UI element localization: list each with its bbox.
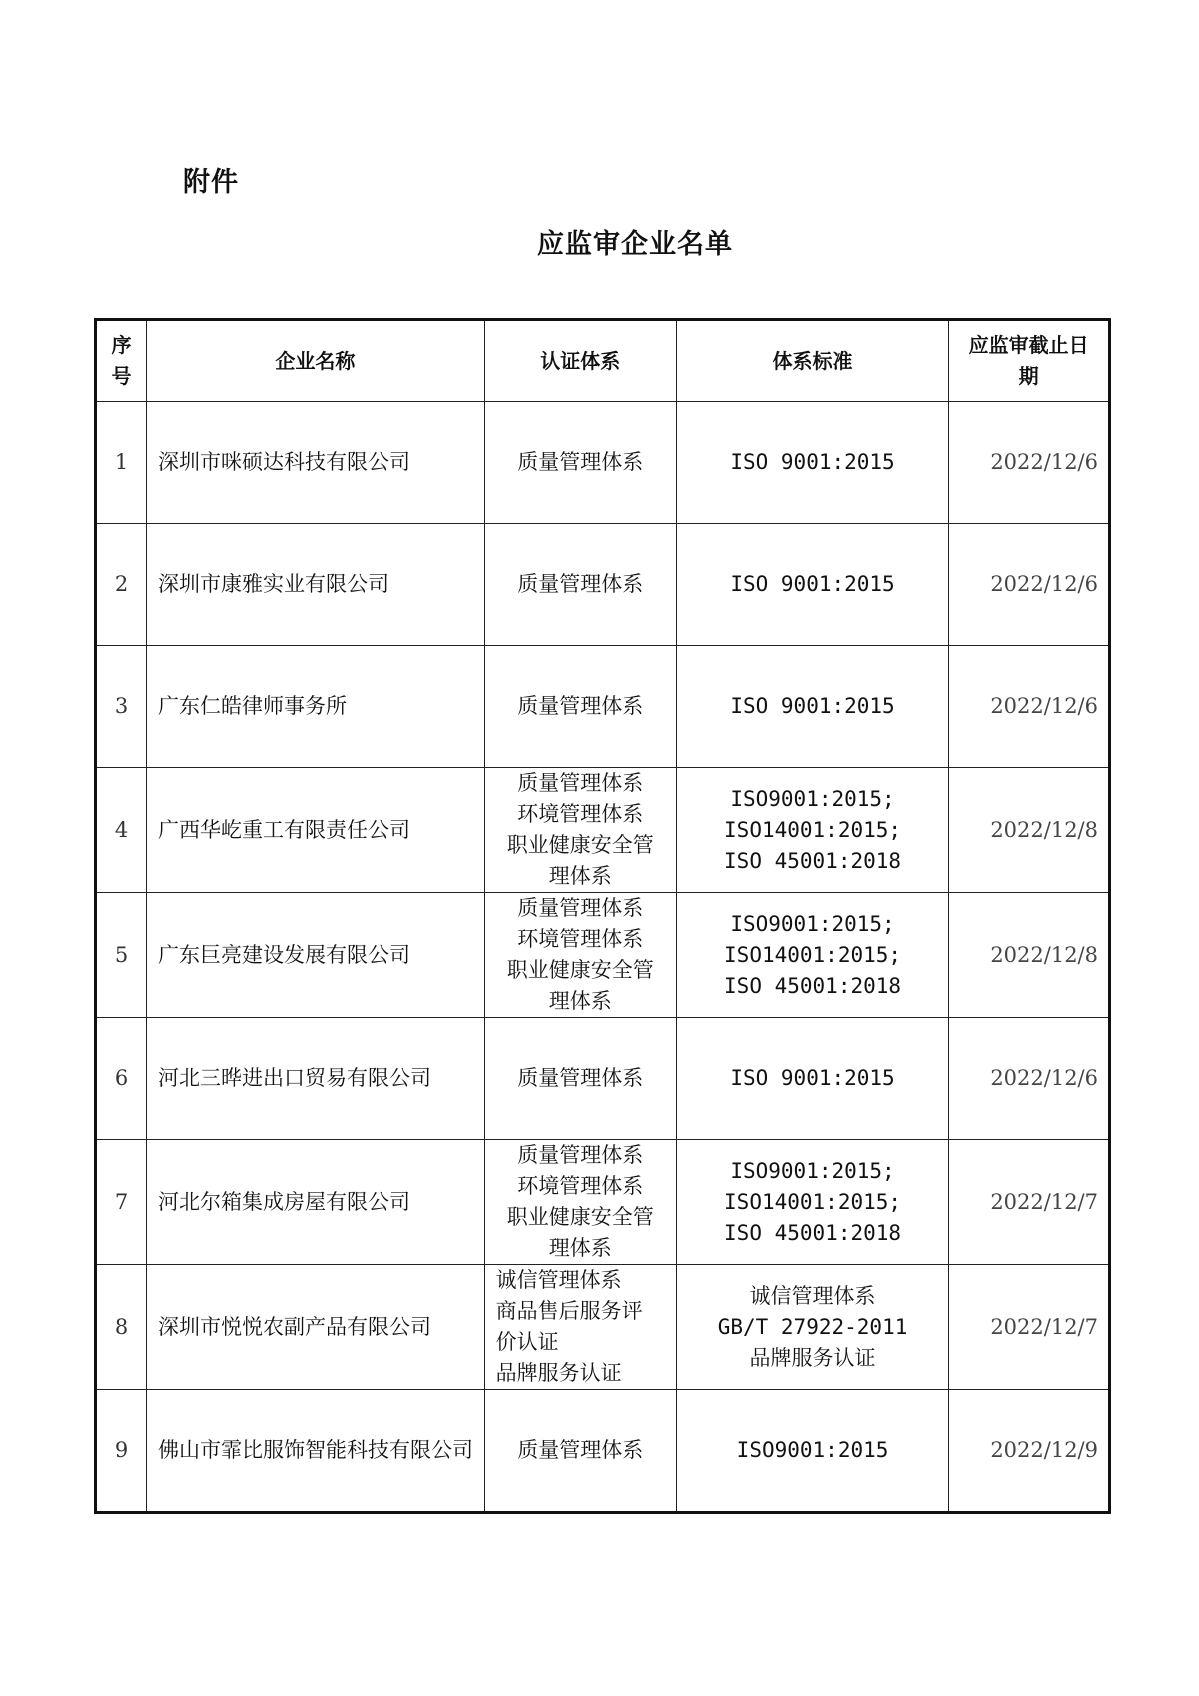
table-row <box>96 1390 1110 1513</box>
system-standard-line: ISO 45001:2018 <box>724 973 902 998</box>
certification-system <box>484 646 676 768</box>
table-row <box>96 893 1110 1018</box>
system-standard-line: 诚信管理体系 <box>749 1283 876 1308</box>
company-name: 深圳市咪硕达科技有限公司 <box>147 402 485 524</box>
certification-system-line: 环境管理体系 <box>517 927 644 951</box>
certification-system <box>484 402 676 524</box>
company-name: 深圳市康雅实业有限公司 <box>147 524 485 646</box>
company-name: 河北三晔进出口贸易有限公司 <box>147 1018 485 1140</box>
row-seq: 5 <box>96 893 147 1018</box>
row-seq: 8 <box>96 1265 147 1390</box>
page-title: 应监审企业名单 <box>537 229 733 260</box>
certification-system <box>484 1265 676 1390</box>
certification-system-line: 质量管理体系 <box>517 572 644 596</box>
system-standard-line: ISO 45001:2018 <box>724 848 902 873</box>
deadline-date: 2022/12/6 <box>949 646 1110 768</box>
system-standard <box>676 893 948 1018</box>
header-seq-text: 号 <box>111 364 132 388</box>
company-name: 广东巨亮建设发展有限公司 <box>147 893 485 1018</box>
header-deadline <box>949 320 1110 402</box>
header-seq <box>96 320 147 402</box>
deadline-date: 2022/12/9 <box>949 1390 1110 1513</box>
system-standard-line: ISO14001:2015; <box>724 942 902 967</box>
row-seq: 2 <box>96 524 147 646</box>
attachment-label: 附件 <box>183 167 239 198</box>
system-standard-line: ISO9001:2015 <box>736 1438 889 1462</box>
certification-system-line: 品牌服务认证 <box>495 1361 622 1385</box>
company-name: 深圳市悦悦农副产品有限公司 <box>147 1265 485 1390</box>
deadline-date: 2022/12/7 <box>949 1140 1110 1265</box>
certification-system-line: 价认证 <box>495 1330 559 1354</box>
certification-system-line: 质量管理体系 <box>517 896 644 920</box>
deadline-date: 2022/12/6 <box>949 1018 1110 1140</box>
certification-system <box>484 524 676 646</box>
deadline-date: 2022/12/7 <box>949 1265 1110 1390</box>
certification-system-line: 职业健康安全管 <box>506 1205 654 1229</box>
system-standard-line: ISO14001:2015; <box>724 817 902 842</box>
system-standard <box>676 646 948 768</box>
deadline-date: 2022/12/8 <box>949 768 1110 893</box>
system-standard-line: ISO9001:2015; <box>730 786 895 811</box>
deadline-date: 2022/12/8 <box>949 893 1110 1018</box>
certification-system <box>484 1018 676 1140</box>
system-standard <box>676 1140 948 1265</box>
header-system: 认证体系 <box>484 320 676 402</box>
company-name: 广西华屹重工有限责任公司 <box>147 768 485 893</box>
row-seq: 1 <box>96 402 147 524</box>
table-header-row <box>96 320 1110 402</box>
system-standard <box>676 1390 948 1513</box>
certification-system-line: 质量管理体系 <box>517 771 644 795</box>
system-standard-line: ISO9001:2015; <box>730 911 895 936</box>
system-standard <box>676 1018 948 1140</box>
system-standard-line: ISO9001:2015; <box>730 1158 895 1183</box>
certification-system-line: 职业健康安全管 <box>506 958 654 982</box>
system-standard-line: ISO 9001:2015 <box>730 1066 895 1090</box>
table-row <box>96 402 1110 524</box>
table-body <box>96 402 1110 1513</box>
row-seq: 7 <box>96 1140 147 1265</box>
certification-system-line: 理体系 <box>548 864 612 888</box>
table-row <box>96 768 1110 893</box>
system-standard-line: ISO 9001:2015 <box>730 450 895 474</box>
row-seq: 3 <box>96 646 147 768</box>
certification-system-line: 理体系 <box>548 989 612 1013</box>
deadline-date: 2022/12/6 <box>949 402 1110 524</box>
table-row <box>96 1265 1110 1390</box>
company-table <box>94 318 1111 1514</box>
certification-system-line: 质量管理体系 <box>517 1438 644 1462</box>
certification-system-line: 理体系 <box>548 1236 612 1260</box>
system-standard-line: GB/T 27922-2011 <box>717 1314 908 1339</box>
certification-system <box>484 768 676 893</box>
system-standard <box>676 524 948 646</box>
row-seq: 9 <box>96 1390 147 1513</box>
certification-system-line: 质量管理体系 <box>517 694 644 718</box>
table-row <box>96 1018 1110 1140</box>
header-standard: 体系标准 <box>676 320 948 402</box>
certification-system-line: 诚信管理体系 <box>495 1268 622 1292</box>
certification-system-line: 环境管理体系 <box>517 1174 644 1198</box>
system-standard <box>676 402 948 524</box>
table-row <box>96 524 1110 646</box>
table-row <box>96 646 1110 768</box>
company-name: 广东仁皓律师事务所 <box>147 646 485 768</box>
system-standard-line: ISO 45001:2018 <box>724 1220 902 1245</box>
header-deadline-text: 期 <box>1018 364 1039 388</box>
header-deadline-text: 应监审截止日 <box>968 333 1089 357</box>
certification-system <box>484 893 676 1018</box>
company-name: 佛山市霏比服饰智能科技有限公司 <box>147 1390 485 1513</box>
certification-system-line: 质量管理体系 <box>517 450 644 474</box>
header-company: 企业名称 <box>147 320 485 402</box>
table-row <box>96 1140 1110 1265</box>
certification-system <box>484 1140 676 1265</box>
certification-system-line: 质量管理体系 <box>517 1143 644 1167</box>
deadline-date: 2022/12/6 <box>949 524 1110 646</box>
certification-system-line: 环境管理体系 <box>517 802 644 826</box>
system-standard <box>676 768 948 893</box>
system-standard-line: 品牌服务认证 <box>749 1345 876 1370</box>
certification-system-line: 职业健康安全管 <box>506 833 654 857</box>
row-seq: 4 <box>96 768 147 893</box>
system-standard-line: ISO 9001:2015 <box>730 694 895 718</box>
certification-system-line: 质量管理体系 <box>517 1066 644 1090</box>
company-name: 河北尔箱集成房屋有限公司 <box>147 1140 485 1265</box>
system-standard <box>676 1265 948 1390</box>
row-seq: 6 <box>96 1018 147 1140</box>
certification-system-line: 商品售后服务评 <box>495 1299 643 1323</box>
system-standard-line: ISO14001:2015; <box>724 1189 902 1214</box>
certification-system <box>484 1390 676 1513</box>
header-seq-text: 序 <box>111 333 132 357</box>
system-standard-line: ISO 9001:2015 <box>730 572 895 596</box>
